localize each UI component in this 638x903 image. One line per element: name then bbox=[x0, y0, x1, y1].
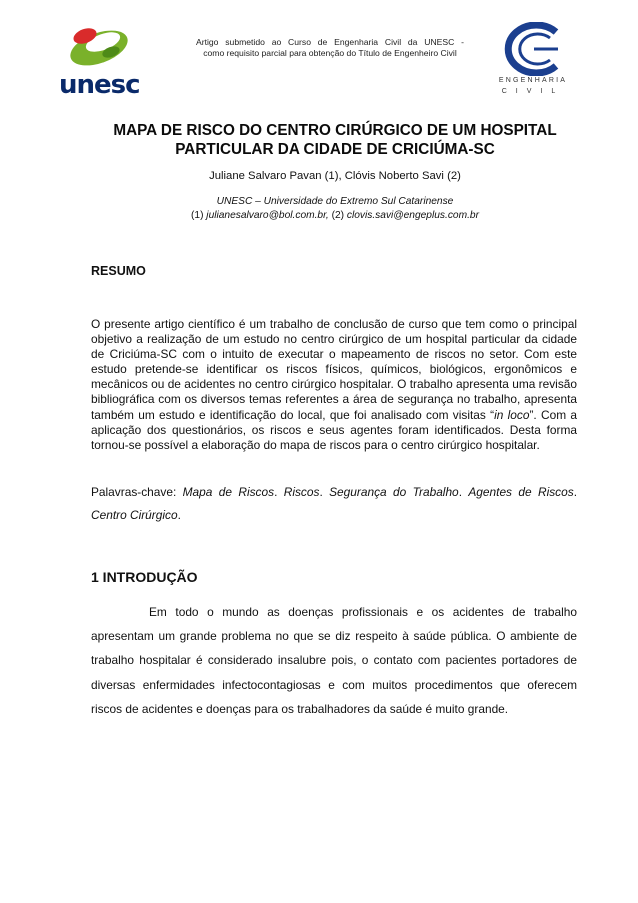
unesc-emblem-icon bbox=[55, 18, 145, 74]
keyword-3: Segurança do Trabalho bbox=[329, 485, 459, 499]
paper-title-line1: MAPA DE RISCO DO CENTRO CIRÚRGICO DE UM HOSPITAL bbox=[113, 122, 557, 139]
header-note-line1: Artigo submetido ao Curso de Engenharia Civil da UNESC - bbox=[196, 37, 464, 47]
authors: Juliane Salvaro Pavan (1), Clóvis Noberto Savi (2) bbox=[209, 170, 461, 182]
email-1: julianesalvaro@bol.com.br, bbox=[203, 210, 332, 221]
header-note bbox=[196, 37, 464, 59]
unesc-logo-text: unesc bbox=[59, 70, 140, 100]
unesc-logo bbox=[55, 18, 145, 100]
email-marker-1: (1) bbox=[191, 210, 204, 221]
email-2: clovis.savi@engeplus.com.br bbox=[344, 210, 479, 221]
intro-heading: 1 INTRODUÇÃO bbox=[91, 569, 198, 585]
header-note-line2: como requisito parcial para obtenção do Título de Engenheiro Civil bbox=[203, 48, 457, 58]
keywords: Palavras-chave: Mapa de Riscos. Riscos. Segurança do Trabalho. Agentes de Riscos. Centro Cirúrgico. bbox=[91, 485, 577, 522]
keyword-2: Riscos bbox=[283, 485, 320, 499]
resumo-heading: RESUMO bbox=[91, 264, 146, 278]
keyword-4: Agentes de Riscos bbox=[468, 485, 574, 499]
abstract-text bbox=[91, 317, 577, 453]
abstract-italic: in loco bbox=[494, 407, 530, 422]
email-marker-2: (2) bbox=[331, 210, 345, 221]
keyword-1: Mapa de Riscos bbox=[182, 485, 275, 499]
engenharia-civil-emblem-icon bbox=[494, 22, 572, 76]
author-emails bbox=[90, 209, 580, 223]
engenharia-civil-logo bbox=[494, 22, 572, 94]
abstract-part2: ”. Com a aplicação dos questionários, os riscos e seus agentes foram identificados. Desta forma tornou-se possível a elaboração do mapa de riscos para o centro cirúrgico hospitalar. bbox=[91, 407, 577, 452]
engenharia-logo-line2: CIVIL bbox=[501, 88, 565, 95]
paper-title bbox=[90, 121, 580, 159]
affiliation-block bbox=[90, 195, 580, 223]
keywords-label: Palavras-chave: bbox=[91, 485, 183, 499]
keyword-5: Centro Cirúrgico bbox=[91, 508, 178, 522]
engenharia-logo-line1: ENGENHARIA bbox=[498, 77, 568, 84]
intro-paragraph: Em todo o mundo as doenças profissionais e os acidentes de trabalho apresentam um grande problema no que se diz respeito à saúde pública. O ambiente de trabalho hospitalar é considerado insalubre pois, o contato com pacientes portadores de diversas enfermidades infectocontagiosas e com muitos procedimentos que oferecem riscos de acidentes e doenças para os trabalhadores da saúde é muito grande. bbox=[91, 605, 577, 716]
paper-title-line2: PARTICULAR DA CIDADE DE CRICIÚMA-SC bbox=[175, 141, 495, 158]
affiliation: UNESC – Universidade do Extremo Sul Catarinense bbox=[216, 196, 454, 207]
abstract-part1: O presente artigo científico é um trabalho de conclusão de curso que tem como o principal objetivo a realização de um estudo no centro cirúrgico de um hospital particular da cidade de Criciúma-SC com o intuito de executar o mapeamento de riscos no setor. Com este estudo pretende-se identificar os riscos físicos, químicos, biológicos, ergonômicos e mecânicos ou de acidentes no centro cirúrgico hospitalar. O trabalho apresenta uma revisão bibliográfica com os diversos temas referentes a área de segurança no trabalho, apresenta também um estudo e identificação do local, que foi analisado com visitas “ bbox=[91, 317, 577, 422]
